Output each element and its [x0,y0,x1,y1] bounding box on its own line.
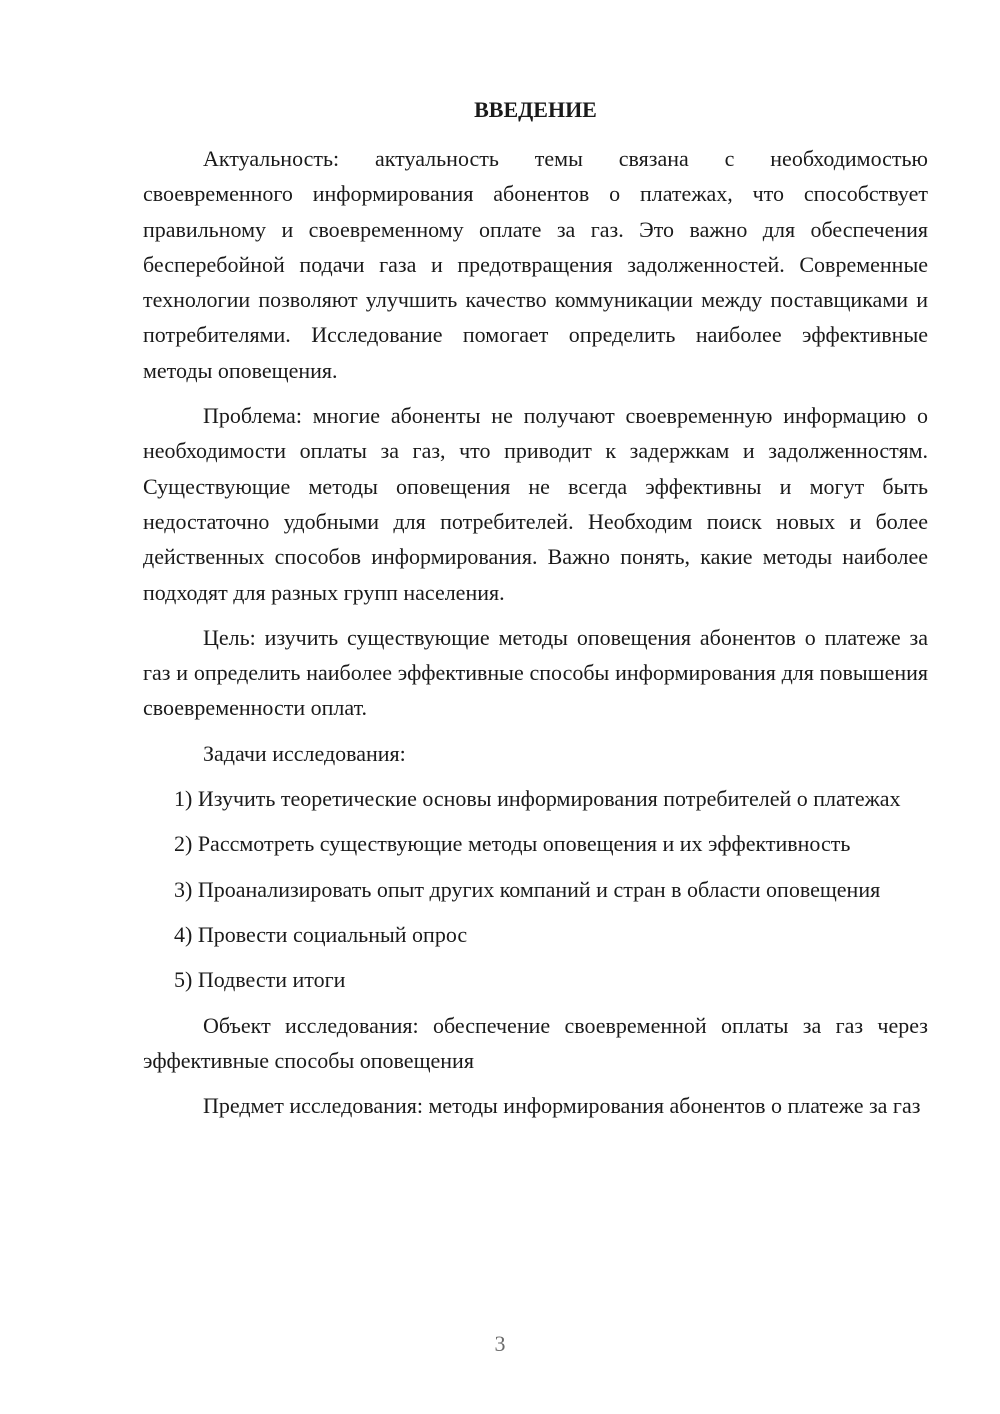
page-number: 3 [494,1331,506,1356]
object-paragraph: Объект исследования: обеспечение своевременной оплаты за газ через эффективные способы оповещения [143,1012,928,1073]
section-title: ВВЕДЕНИЕ [474,97,597,122]
task-item-2: 2) Рассмотреть существующие методы оповещения и их эффективность [174,831,851,857]
relevance-paragraph: Актуальность: актуальность темы связана с необходимостью своевременного информирования абонентов о платежах, что способствует правильному и своевременному оплате за газ. Это важно для обеспечения бесперебойной подачи газа и предотвращения задолженностей. Современные технологии позволяют улучшить качество коммуникации между поставщиками и потребителями. Исследование помогает определить наиболее эффективные методы оповещения. [143,146,928,383]
task-item-4: 4) Провести социальный опрос [174,921,468,947]
tasks-heading: Задачи исследования: [203,740,406,766]
task-item-5: 5) Подвести итоги [174,967,346,993]
task-item-1: 1) Изучить теоретические основы информирования потребителей о платежах [174,786,901,812]
task-item-3: 3) Проанализировать опыт других компаний и стран в области оповещения [174,876,881,902]
problem-paragraph: Проблема: многие абоненты не получают своевременную информацию о необходимости оплаты за газ, что приводит к задержкам и задолженностям. Существующие методы оповещения не всегда эффективны и могут быть недостаточно удобными для потребителей. Необходим поиск новых и более действенных способов информирования. Важно понять, какие методы наиболее подходят для разных групп населения. [143,403,928,605]
goal-paragraph: Цель: изучить существующие методы оповещения абонентов о платеже за газ и определить наиболее эффективные способы информирования для повышения своевременности оплат. [143,624,928,721]
subject-paragraph: Предмет исследования: методы информирования абонентов о платеже за газ [203,1093,921,1119]
page-content [143,92,928,1133]
